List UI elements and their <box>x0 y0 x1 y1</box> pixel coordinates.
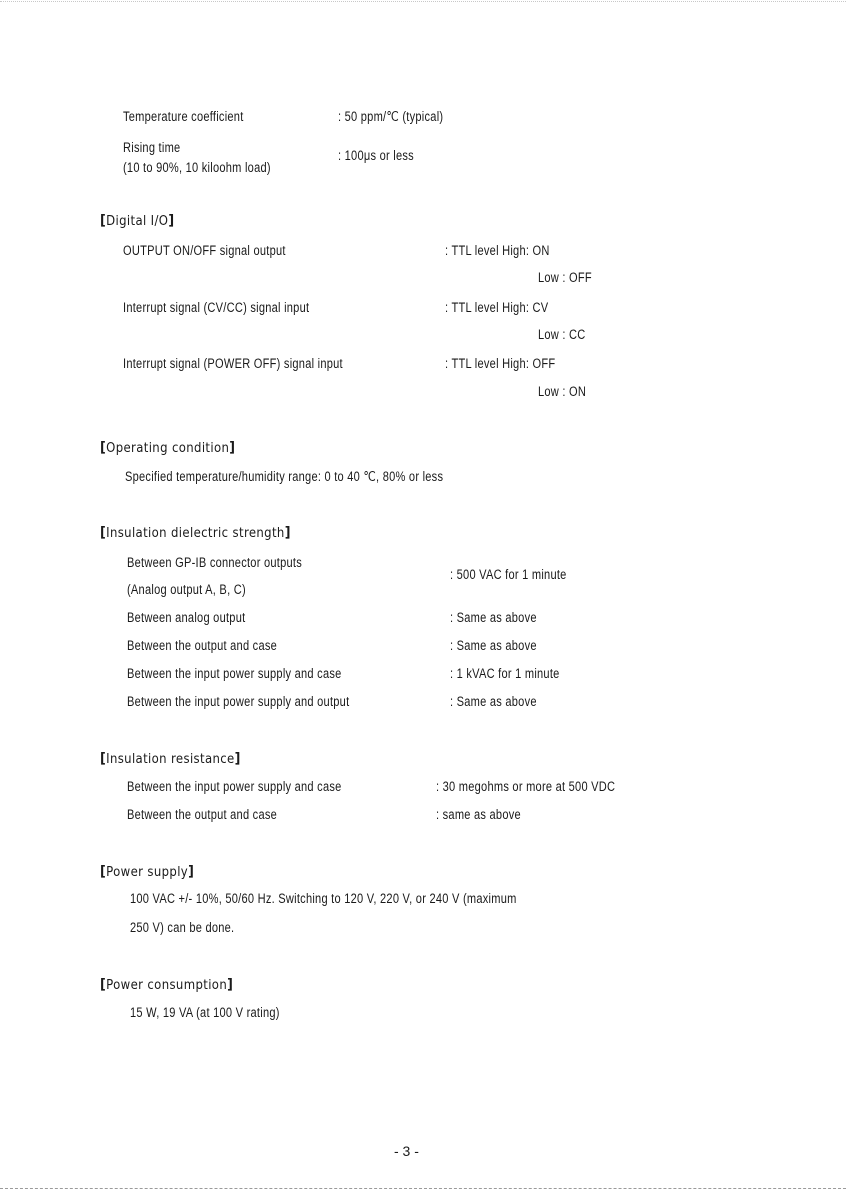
section-heading-insulation-resistance: [Insulation resistance] <box>100 751 241 767</box>
operating-condition-text: Specified temperature/humidity range: 0 to 40 ℃, 80% or less <box>125 469 444 484</box>
io-value-interrupt-cvcc: : TTL level High: CV <box>445 300 549 315</box>
section-heading-dielectric-strength: [Insulation dielectric strength] <box>100 525 291 541</box>
heading-text: Digital I/O <box>106 214 169 229</box>
temperature-value: : 50 ppm/℃ (typical) <box>338 109 444 124</box>
dielectric-label-input-case: Between the input power supply and case <box>127 666 342 681</box>
io-value-output-onoff: : TTL level High: ON <box>445 243 550 258</box>
heading-text: Operating condition <box>106 441 230 456</box>
dielectric-value-analog: : Same as above <box>450 610 537 625</box>
rising-time-value: : 100μs or less <box>338 148 414 163</box>
dielectric-value-input-output: : Same as above <box>450 694 537 709</box>
scan-edge-bottom <box>0 1188 846 1189</box>
power-consumption-text: 15 W, 19 VA (at 100 V rating) <box>130 1005 280 1020</box>
section-heading-operating-condition: [Operating condition] <box>100 440 236 456</box>
heading-text: Power supply <box>106 865 189 880</box>
temperature-label: Temperature coefficient <box>123 109 244 124</box>
resistance-value-output-case: : same as above <box>436 807 521 822</box>
dielectric-value-output-case: : Same as above <box>450 638 537 653</box>
io-label-interrupt-cvcc: Interrupt signal (CV/CC) signal input <box>123 300 310 315</box>
resistance-label-input-case: Between the input power supply and case <box>127 779 342 794</box>
section-heading-digital-io: [Digital I/O] <box>100 213 175 229</box>
dielectric-label-input-output: Between the input power supply and output <box>127 694 350 709</box>
io-low-interrupt-poweroff: Low : ON <box>538 384 587 399</box>
resistance-label-output-case: Between the output and case <box>127 807 278 822</box>
resistance-value-input-case: : 30 megohms or more at 500 VDC <box>436 779 616 794</box>
rising-time-condition: (10 to 90%, 10 kiloohm load) <box>123 160 271 175</box>
scan-edge-top <box>0 1 846 2</box>
io-value-interrupt-poweroff: : TTL level High: OFF <box>445 356 556 371</box>
heading-text: Insulation resistance <box>106 752 235 767</box>
dielectric-label-analog: Between analog output <box>127 610 246 625</box>
dielectric-value-input-case: : 1 kVAC for 1 minute <box>450 666 560 681</box>
heading-text: Power consumption <box>106 978 228 993</box>
io-low-interrupt-cvcc: Low : CC <box>538 327 586 342</box>
io-low-output-onoff: Low : OFF <box>538 270 592 285</box>
section-heading-power-supply: [Power supply] <box>100 864 195 880</box>
dielectric-label-output-case: Between the output and case <box>127 638 278 653</box>
power-supply-line-2: 250 V) can be done. <box>130 920 235 935</box>
section-heading-power-consumption: [Power consumption] <box>100 977 234 993</box>
heading-text: Insulation dielectric strength <box>106 526 285 541</box>
dielectric-gpib-label: Between GP-IB connector outputs <box>127 555 303 570</box>
page-number: - 3 - <box>394 1143 419 1159</box>
io-label-interrupt-poweroff: Interrupt signal (POWER OFF) signal input <box>123 356 343 371</box>
rising-time-label: Rising time <box>123 140 181 155</box>
dielectric-gpib-sublabel: (Analog output A, B, C) <box>127 582 246 597</box>
io-label-output-onoff: OUTPUT ON/OFF signal output <box>123 243 286 258</box>
dielectric-gpib-value: : 500 VAC for 1 minute <box>450 567 567 582</box>
power-supply-line-1: 100 VAC +/- 10%, 50/60 Hz. Switching to 120 V, 220 V, or 240 V (maximum <box>130 891 517 906</box>
